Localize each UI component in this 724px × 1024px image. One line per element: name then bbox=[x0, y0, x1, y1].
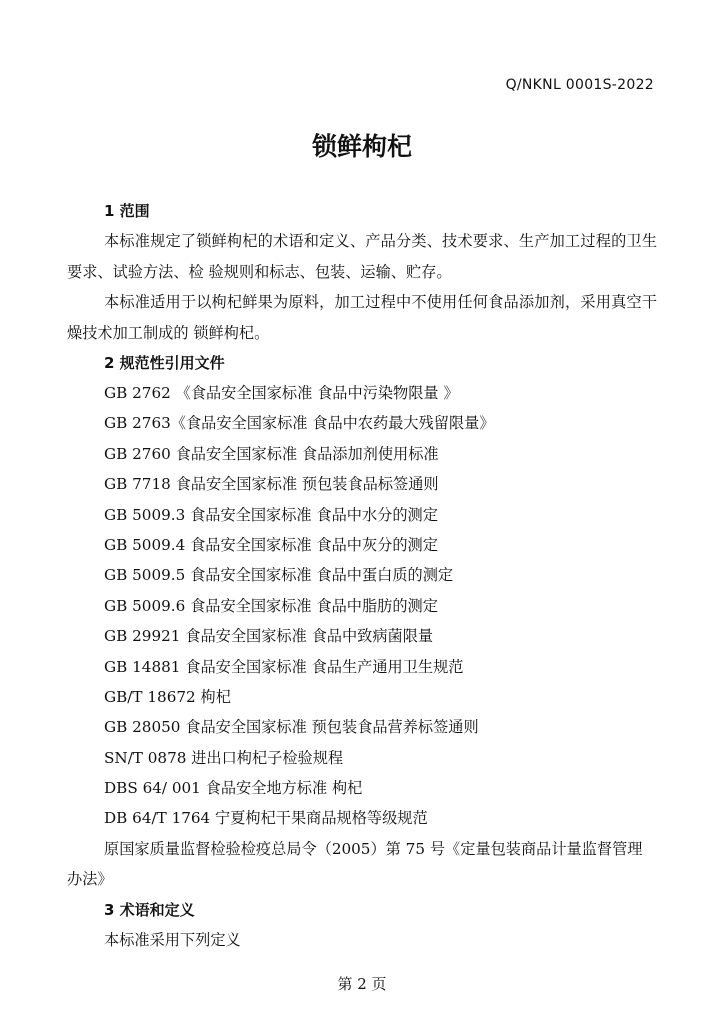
standard-code: Q/NKNL 0001S-2022 bbox=[505, 77, 654, 93]
section-heading-references: 2 规范性引用文件 bbox=[104, 354, 225, 372]
reference-item: GB 7718 食品安全国家标准 预包装食品标签通则 bbox=[104, 475, 439, 494]
reference-item: SN/T 0878 进出口枸杞子检验规程 bbox=[104, 748, 344, 767]
reference-item: GB 2760 食品安全国家标准 食品添加剂使用标准 bbox=[104, 444, 439, 463]
reference-list bbox=[67, 378, 657, 895]
reference-item: GB 5009.6 食品安全国家标准 食品中脂肪的测定 bbox=[104, 596, 438, 615]
reference-item: DB 64/T 1764 宁夏枸杞干果商品规格等级规范 bbox=[104, 809, 428, 828]
section-heading-scope: 1 范围 bbox=[104, 202, 150, 220]
reference-item: GB 28050 食品安全国家标准 预包装食品营养标签通则 bbox=[104, 718, 479, 737]
reference-item: GB/T 18672 枸杞 bbox=[104, 687, 231, 706]
page-number: 第 2 页 bbox=[337, 975, 387, 993]
reference-item: 原国家质量监督检验检疫总局令（2005）第 75 号《定量包装商品计量监督管理办法》 bbox=[67, 839, 643, 889]
document-body bbox=[67, 196, 657, 955]
scope-paragraph: 本标准规定了锁鲜枸杞的术语和定义、产品分类、技术要求、生产加工过程的卫生要求、试验方法、检 验规则和标志、包装、运输、贮存。 bbox=[67, 232, 657, 281]
reference-item: GB 2763《食品安全国家标准 食品中农药最大残留限量》 bbox=[104, 414, 495, 433]
reference-item: GB 14881 食品安全国家标准 食品生产通用卫生规范 bbox=[104, 657, 464, 676]
reference-item: GB 5009.3 食品安全国家标准 食品中水分的测定 bbox=[104, 505, 438, 524]
reference-item: DBS 64/ 001 食品安全地方标准 枸杞 bbox=[104, 779, 363, 798]
terms-paragraph: 本标准采用下列定义 bbox=[104, 930, 241, 949]
reference-item: GB 5009.4 食品安全国家标准 食品中灰分的测定 bbox=[104, 535, 438, 554]
section-heading-terms: 3 术语和定义 bbox=[104, 900, 195, 919]
reference-item: GB 2762 《食品安全国家标准 食品中污染物限量 》 bbox=[104, 384, 459, 402]
scope-paragraph: 本标准适用于以枸杞鲜果为原料，加工过程中不使用任何食品添加剂，采用真空干燥技术加工制成的 锁鲜枸杞。 bbox=[67, 293, 657, 342]
reference-item: GB 5009.5 食品安全国家标准 食品中蛋白质的测定 bbox=[104, 566, 454, 585]
reference-item: GB 29921 食品安全国家标准 食品中致病菌限量 bbox=[104, 627, 434, 646]
document-title: 锁鲜枸杞 bbox=[311, 132, 412, 161]
